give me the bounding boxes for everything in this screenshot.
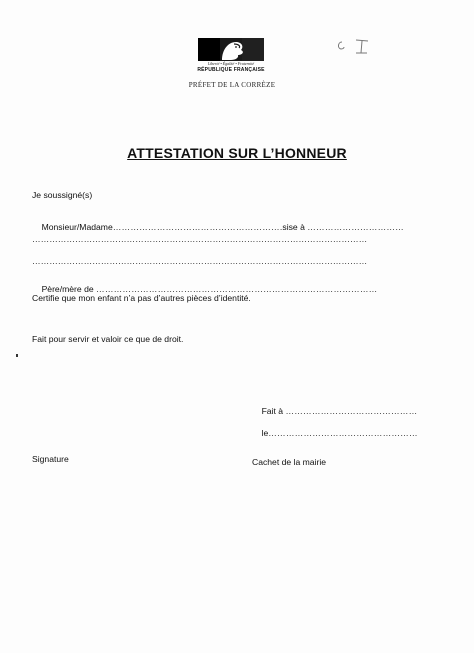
cachet-label: Cachet de la mairie (252, 457, 327, 467)
signature-label: Signature (32, 454, 69, 464)
marianne-emblem-icon (198, 36, 264, 80)
fait-a-dots: ……………………………………… (285, 406, 418, 416)
monsieur-label: Monsieur/Madame (41, 222, 113, 232)
handwritten-annotation-icon (334, 36, 382, 56)
line-fait-pour: Fait pour servir et valoir ce que de droit. (32, 334, 184, 344)
handwritten-note (334, 36, 382, 56)
monsieur-dots: …………………………………………………. (112, 222, 283, 232)
scan-mark (16, 354, 18, 357)
line-blank-2: ……………………………………………………………………………………………………… (32, 256, 368, 266)
logo-country: RÉPUBLIQUE FRANÇAISE (197, 67, 265, 73)
sise-label: sise à (282, 222, 305, 232)
le-dots: …………………………………………… (268, 428, 418, 438)
line-certifie: Certifie que mon enfant n’a pas d’autres pièces d’identité. (32, 293, 251, 303)
sise-dots: …………………………… (307, 222, 404, 232)
document-title: ATTESTATION SUR L’HONNEUR (127, 145, 347, 161)
line-blank-1: ……………………………………………………………………………………………………… (32, 234, 368, 244)
line-soussigne: Je soussigné(s) (32, 190, 93, 200)
le-label: le (261, 428, 269, 438)
fait-a-label: Fait à (261, 406, 284, 416)
line-le (252, 418, 418, 448)
pere-label: Père/mère de (41, 284, 94, 294)
prefecture-label: PRÉFET DE LA CORRÈZE (188, 81, 276, 89)
marianne-logo (198, 36, 264, 80)
logo-motto: Liberté • Égalité • Fraternité (207, 61, 255, 66)
pere-dots: …………………………………………………………………………………… (96, 284, 378, 294)
